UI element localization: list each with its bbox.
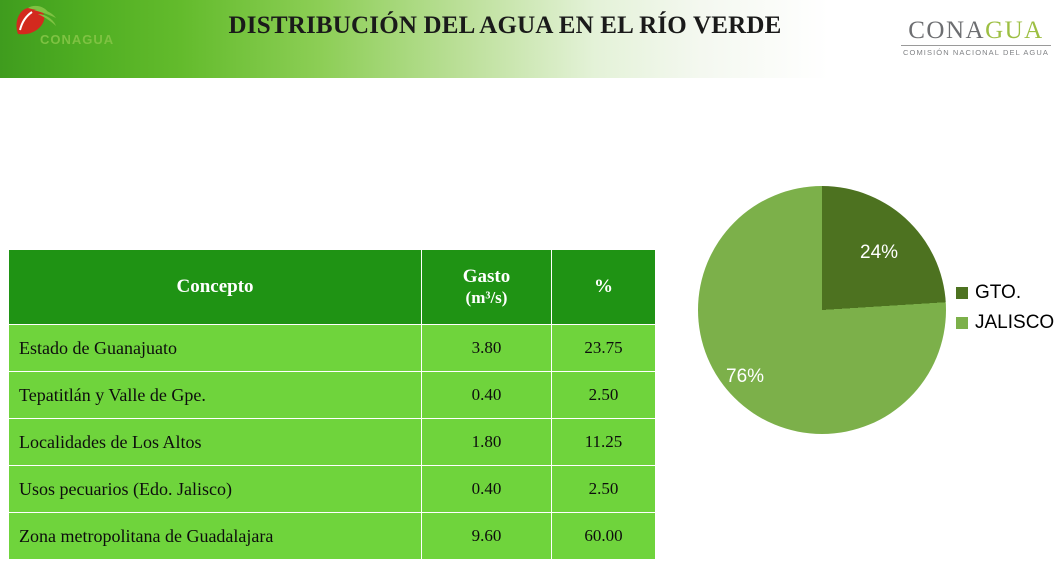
cell-gasto: 0.40: [422, 372, 552, 419]
table-row: [9, 325, 656, 372]
conagua-subtitle: COMISIÓN NACIONAL DEL AGUA: [903, 48, 1049, 57]
cell-concepto: Tepatitlán y Valle de Gpe.: [9, 372, 422, 419]
table-row: [9, 372, 656, 419]
legend-item-gto: [956, 282, 1054, 304]
cell-percent: 11.25: [552, 419, 656, 466]
page-title: DISTRIBUCIÓN DEL AGUA EN EL RÍO VERDE: [228, 12, 782, 39]
column-header-gasto-unit: (m³/s): [465, 288, 508, 307]
table-row: [9, 466, 656, 513]
conagua-right-logo: [901, 18, 1051, 57]
distribution-table: [8, 249, 656, 560]
column-header-percent: %: [552, 250, 656, 325]
table-header-row: [9, 250, 656, 325]
conagua-wordmark: [901, 18, 1051, 43]
distribution-table-container: [8, 249, 655, 560]
pie-chart-container: [690, 186, 1060, 496]
cell-gasto: 0.40: [422, 466, 552, 513]
cell-gasto: 3.80: [422, 325, 552, 372]
cell-gasto: 9.60: [422, 513, 552, 560]
slide-header: [0, 0, 1063, 78]
table-row: [9, 419, 656, 466]
column-header-gasto: [422, 250, 552, 325]
conagua-wordmark-cona: CONA: [908, 17, 986, 44]
logo-divider: [901, 45, 1051, 46]
column-header-concepto: Concepto: [9, 250, 422, 325]
cell-concepto: Localidades de Los Altos: [9, 419, 422, 466]
cell-percent: 2.50: [552, 466, 656, 513]
legend-swatch-icon: [956, 287, 968, 299]
conagua-wordmark-agua: GUA: [985, 17, 1044, 44]
conagua-left-logo-text: CONAGUA: [40, 32, 115, 47]
chart-legend: [956, 282, 1054, 342]
table-row: [9, 513, 656, 560]
conagua-left-logo: [6, 4, 126, 58]
legend-label-jalisco: JALISCO: [975, 312, 1055, 333]
cell-concepto: Estado de Guanajuato: [9, 325, 422, 372]
cell-concepto: Zona metropolitana de Guadalajara: [9, 513, 422, 560]
legend-item-jalisco: [956, 312, 1054, 334]
pie-chart: [698, 186, 946, 434]
legend-label-gto: GTO.: [975, 282, 1022, 303]
pie-slice-label-jalisco: 76%: [726, 366, 765, 387]
pie-slice-label-gto: 24%: [860, 242, 899, 263]
cell-gasto: 1.80: [422, 419, 552, 466]
cell-percent: 23.75: [552, 325, 656, 372]
column-header-gasto-label: Gasto: [462, 266, 511, 287]
cell-percent: 60.00: [552, 513, 656, 560]
cell-percent: 2.50: [552, 372, 656, 419]
cell-concepto: Usos pecuarios (Edo. Jalisco): [9, 466, 422, 513]
legend-swatch-icon: [956, 317, 968, 329]
header-divider: [0, 78, 1063, 81]
